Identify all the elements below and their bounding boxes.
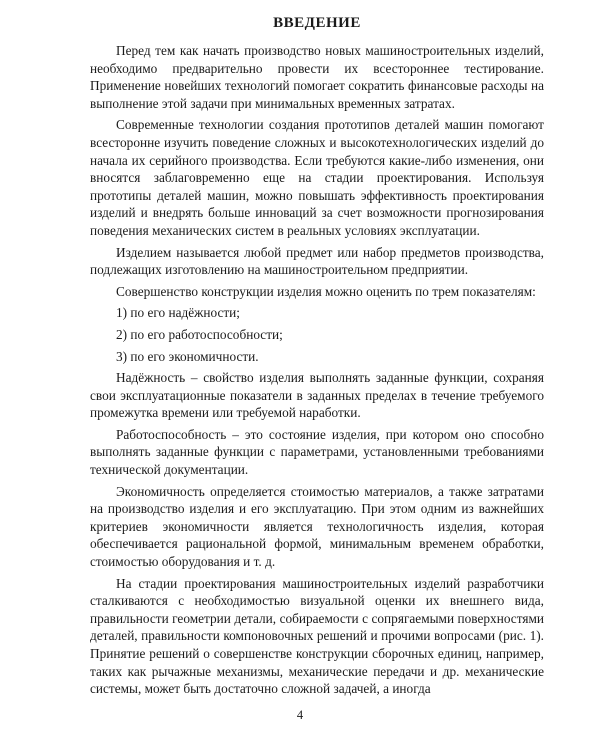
document-page xyxy=(90,14,544,698)
section-heading: ВВЕДЕНИЕ xyxy=(273,15,361,31)
page-number: 4 xyxy=(296,708,304,722)
paragraph-criteria-intro: Совершенство конструкции изделия можно оценить по трем показателям: xyxy=(116,283,536,299)
body-text xyxy=(90,42,544,698)
paragraph-economy: Экономичность определяется стоимостью материалов, а также затратами на производство изделия и его эксплуатацию. При этом одним из важнейших критериев экономичности является технологичность изделия, которая обеспечивается рациональной формой, минимальным временем обработки, стоимостью оборудования и т. д. xyxy=(90,483,544,570)
list-item-reliability: 1) по его надёжности; xyxy=(116,305,240,321)
paragraph-product-definition: Изделием называется любой предмет или набор предметов производства, подлежащих изготовлению на машиностроительном предприятии. xyxy=(90,244,544,278)
paragraph-testing: Перед тем как начать производство новых машиностроительных изделий, необходимо предварительно провести их всестороннее тестирование. Применение новейших технологий помогает сократить финансовые расходы на выполнение этой задачи при минимальных временных затратах. xyxy=(90,43,544,111)
paragraph-operability: Работоспособность – это состояние изделия, при котором оно способно выполнять заданные функции с параметрами, установленными требованиями технической документации. xyxy=(90,426,544,478)
paragraph-design-stage: На стадии проектирования машиностроительных изделий разработчики сталкиваются с необходимостью визуальной оценки их внешнего вида, правильности геометрии детали, собираемости с сопрягаемыми поверхностями деталей, правильности компоновочных решений и прочими вопросами (рис. 1). Принятие решений о совершенстве конструкции сборочных единиц, например, таких как рычажные механизмы, механические передачи и др. механические системы, может быть достаточно сложной задачей, а иногда xyxy=(90,575,544,697)
paragraph-reliability: Надёжность – свойство изделия выполнять заданные функции, сохраняя свои эксплуатационные показатели в заданных пределах в течение требуемого промежутка времени или требуемой наработки. xyxy=(90,370,544,421)
list-item-operability: 2) по его работоспособности; xyxy=(116,326,283,342)
paragraph-prototypes: Современные технологии создания прототипов деталей машин помогают всесторонне изучить поведение сложных и высокотехнологических изделий до начала их серийного производства. Если требуются какие-либо изменения, они вносятся заблаговременно еще на стадии проектирования. Используя прототипы деталей машин, можно повышать эффективность проектирования изделий и внедрять больше инноваций за счет возможности прогнозирования поведения механических систем в реальных условиях эксплуатации. xyxy=(90,117,544,238)
list-item-economy: 3) по его экономичности. xyxy=(116,348,259,364)
